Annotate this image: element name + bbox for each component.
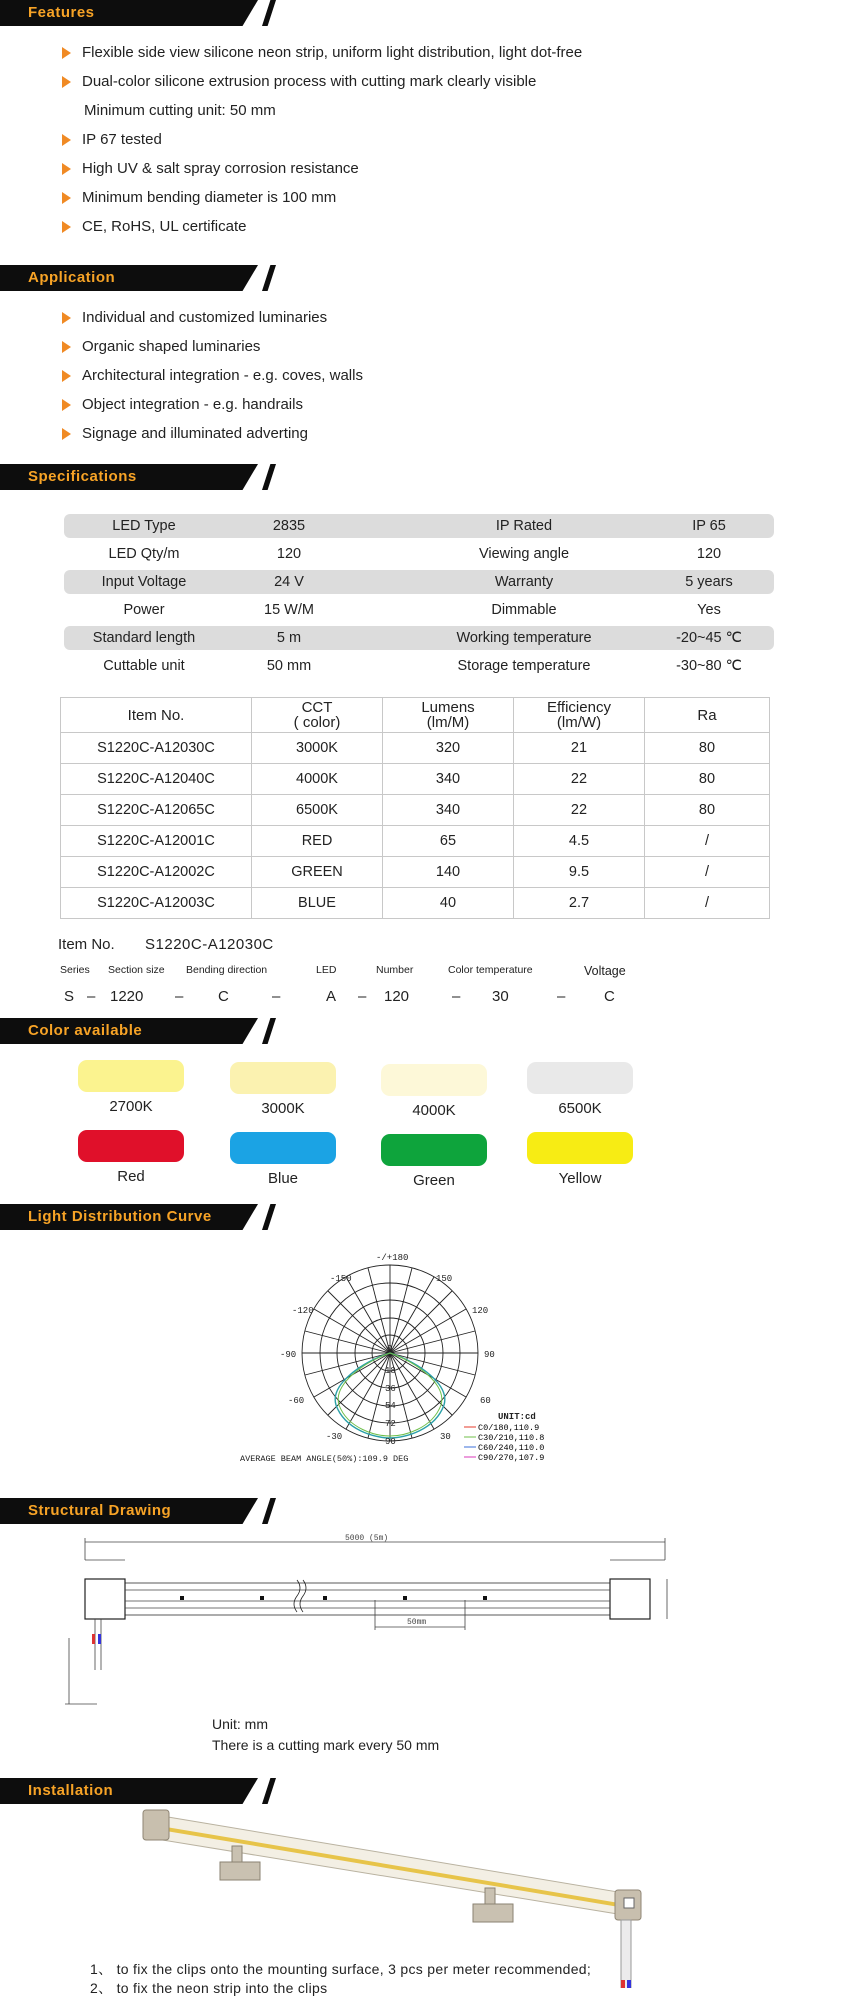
bullet-arrow-icon [62, 341, 71, 353]
distribution-header [0, 1204, 280, 1230]
cutting-mark [180, 1596, 184, 1600]
angle-label: -150 [330, 1274, 352, 1284]
legend-item: C0/180,110.9 [478, 1423, 540, 1433]
spec-row: Input Voltage 24 V Warranty 5 years [64, 570, 774, 594]
structural-note: There is a cutting mark every 50 mm [212, 1737, 440, 1753]
specifications-header [0, 464, 280, 490]
list-item: Individual and customized luminaries [62, 303, 363, 332]
wire-blue [98, 1634, 101, 1644]
wire-blue [627, 1980, 631, 1988]
bullet-arrow-icon [62, 399, 71, 411]
swatch-label: 2700K [109, 1098, 153, 1115]
table-row: S1220C-A12002C GREEN 140 9.5 / [61, 857, 770, 888]
swatch-label: Green [413, 1172, 455, 1189]
end-cap-left [143, 1810, 169, 1840]
radial-label: 72 [385, 1419, 396, 1429]
installation-step-1: 1、 to fix the clips onto the mounting surface, 3 pcs per meter recommended; [90, 1961, 592, 1977]
radial-label: 54 [385, 1401, 396, 1411]
legend-item: C30/210,110.8 [478, 1433, 545, 1443]
angle-label: 150 [436, 1274, 453, 1284]
swatch-red [78, 1130, 184, 1162]
unit-label: UNIT:cd [498, 1412, 536, 1422]
specifications-heading: Specifications [28, 468, 137, 485]
angle-label: -30 [326, 1432, 343, 1442]
table-row: S1220C-A12001C RED 65 4.5 / [61, 826, 770, 857]
item-table [60, 697, 770, 919]
swatch-label: 4000K [412, 1102, 456, 1119]
col-ra: Ra [645, 698, 770, 733]
table-row: S1220C-A12065C 6500K 340 22 80 [61, 795, 770, 826]
swatch-3000k [230, 1062, 336, 1094]
list-item: Dual-color silicone extrusion process with cutting mark clearly visible [62, 67, 582, 96]
col-lumens: Lumens (lm/M) [383, 698, 514, 733]
structural-header [0, 1498, 280, 1524]
swatch-2700k [78, 1060, 184, 1092]
end-cap-left [85, 1579, 125, 1619]
bullet-arrow-icon [62, 76, 71, 88]
dim-length: 5000 (5m) [345, 1534, 389, 1543]
end-cap-right [610, 1579, 650, 1619]
spec-row: Standard length 5 m Working temperature -20~45 ℃ [64, 626, 774, 650]
polar-diagram [240, 1245, 580, 1470]
bullet-arrow-icon [62, 134, 71, 146]
center-label: 0 [387, 1344, 393, 1354]
item-no-value: S1220C-A12030C [145, 936, 274, 953]
swatch-label: Red [117, 1168, 145, 1185]
angle-label: -/+180 [376, 1253, 409, 1263]
item-no-label: Item No. [58, 936, 115, 953]
structural-heading: Structural Drawing [28, 1502, 172, 1519]
radial-label: 18 [385, 1366, 396, 1376]
list-item: Organic shaped luminaries [62, 332, 363, 361]
table-row: S1220C-A12040C 4000K 340 22 80 [61, 764, 770, 795]
spec-row: Power 15 W/M Dimmable Yes [123, 602, 721, 618]
bullet-arrow-icon [62, 47, 71, 59]
spec-row: LED Type 2835 IP Rated IP 65 [64, 514, 774, 538]
bullet-arrow-icon [62, 192, 71, 204]
installation-step-2: 2、 to fix the neon strip into the clips [90, 1980, 328, 1996]
features-header [0, 0, 280, 26]
spec-row: LED Qty/m 120 Viewing angle 120 [108, 546, 722, 562]
structural-drawing [55, 1530, 695, 1710]
bullet-arrow-icon [62, 370, 71, 382]
features-heading: Features [28, 4, 95, 21]
col-item-no: Item No. [61, 698, 252, 733]
application-header [0, 265, 280, 291]
cutting-mark [260, 1596, 264, 1600]
angle-label: 90 [484, 1350, 495, 1360]
list-item: High UV & salt spray corrosion resistance [62, 154, 582, 183]
bullet-arrow-icon [62, 163, 71, 175]
swatch-label: 6500K [558, 1100, 602, 1117]
features-list [62, 38, 582, 241]
cable [621, 1920, 631, 1988]
application-heading: Application [28, 269, 116, 286]
swatch-4000k [381, 1064, 487, 1096]
list-item: IP 67 tested [62, 125, 582, 154]
col-efficiency: Efficiency (lm/W) [514, 698, 645, 733]
swatch-label: Blue [267, 1170, 299, 1187]
average-label: AVERAGE BEAM ANGLE(50%):109.9 DEG [240, 1454, 409, 1464]
col-cct: CCT ( color) [252, 698, 383, 733]
spec-row: Cuttable unit 50 mm Storage temperature -30~80 ℃ [103, 658, 742, 674]
angle-label: -90 [280, 1350, 297, 1360]
angle-label: 60 [480, 1396, 491, 1406]
legend-item: C60/240,110.0 [478, 1443, 545, 1453]
angle-label: -60 [288, 1396, 305, 1406]
list-item: Signage and illuminated adverting [62, 419, 363, 448]
application-list [62, 303, 363, 448]
wire-red [621, 1980, 625, 1988]
swatch-label: 3000K [261, 1100, 305, 1117]
dim-cut: 50mm [407, 1618, 427, 1627]
bullet-arrow-icon [62, 428, 71, 440]
angle-label: 120 [472, 1306, 489, 1316]
structural-unit: Unit: mm [212, 1716, 268, 1732]
swatch-label: Yellow [558, 1170, 602, 1187]
bullet-arrow-icon [62, 221, 71, 233]
table-header-row [61, 698, 770, 733]
angle-label: -120 [292, 1306, 314, 1316]
radial-label: 90 [385, 1437, 396, 1447]
swatch-yellow [527, 1132, 633, 1164]
list-item: CE, RoHS, UL certificate [62, 212, 582, 241]
cutting-mark [403, 1596, 407, 1600]
legend-item: C90/270,107.9 [478, 1453, 545, 1463]
radial-label: 36 [385, 1384, 396, 1394]
list-item: Flexible side view silicone neon strip, uniform light distribution, light dot-free [62, 38, 582, 67]
cutting-mark [483, 1596, 487, 1600]
list-item: Object integration - e.g. handrails [62, 390, 363, 419]
connector-icon [624, 1898, 634, 1908]
wire-red [92, 1634, 95, 1644]
list-item: Minimum bending diameter is 100 mm [62, 183, 582, 212]
bullet-arrow-icon [62, 312, 71, 324]
swatch-green [381, 1134, 487, 1166]
cutting-mark [323, 1596, 327, 1600]
list-item: Architectural integration - e.g. coves, walls [62, 361, 363, 390]
swatch-blue [230, 1132, 336, 1164]
installation-heading: Installation [28, 1782, 114, 1799]
colors-heading: Color available [28, 1022, 143, 1039]
installation-header [0, 1778, 280, 1804]
distribution-heading: Light Distribution Curve [28, 1208, 212, 1225]
list-item-note: Minimum cutting unit: 50 mm [84, 102, 276, 119]
table-row: S1220C-A12003C BLUE 40 2.7 / [61, 888, 770, 919]
angle-label: 30 [440, 1432, 451, 1442]
swatch-6500k [527, 1062, 633, 1094]
colors-header [0, 1018, 280, 1044]
table-row: S1220C-A12030C 3000K 320 21 80 [61, 733, 770, 764]
